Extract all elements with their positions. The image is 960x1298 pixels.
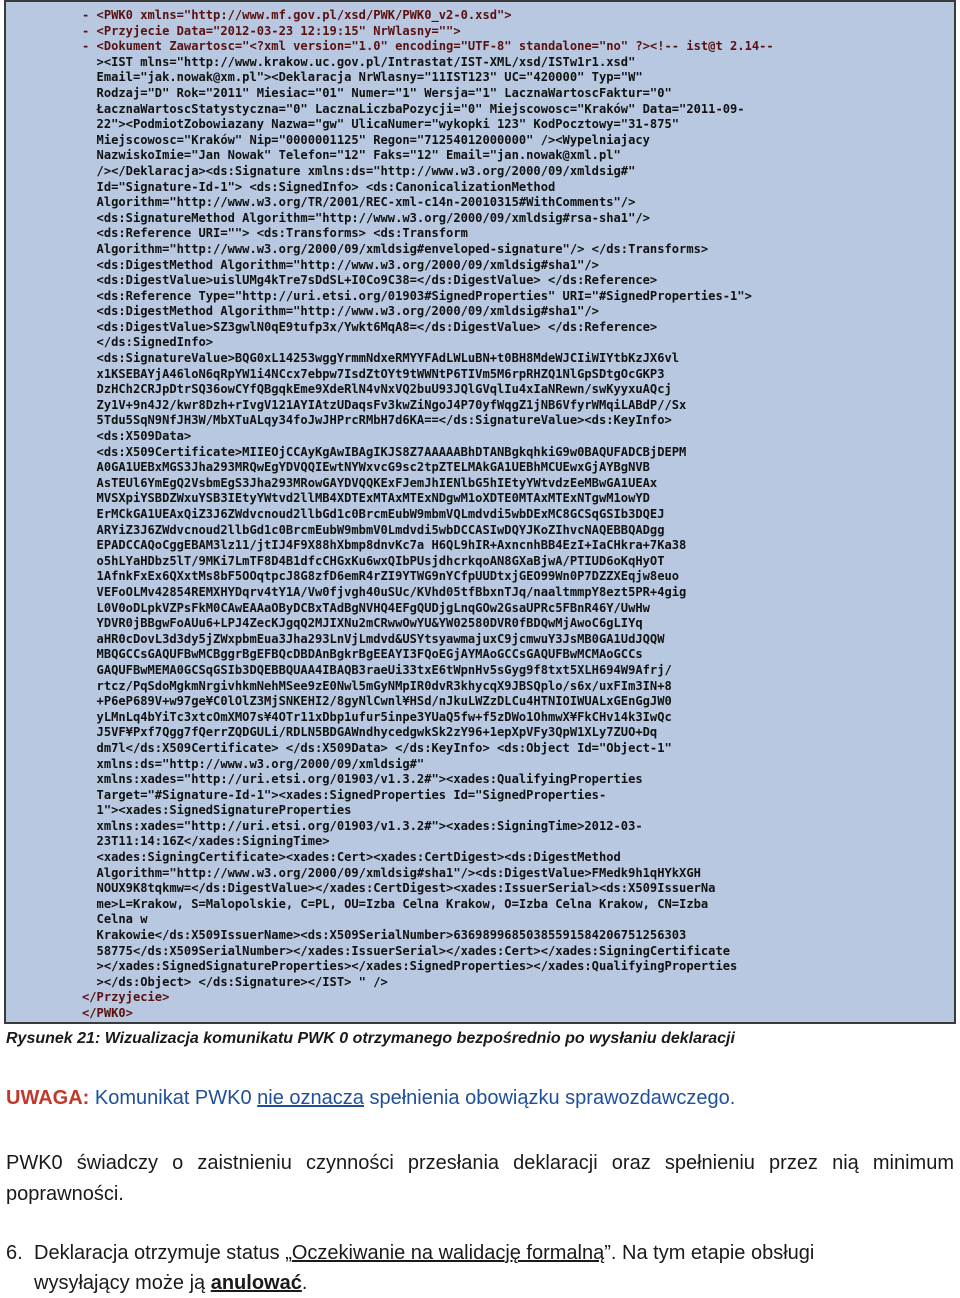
xml-line: +P6eP689V+w97ge¥C0lOlZ3MjSNKEHI2/8gyNlCwnl¥HSd/nJkuLWZzDLCu4HTNIOIWUALxGEnGgJW0 xyxy=(82,694,672,709)
xml-line: Algorithm="http://www.w3.org/TR/2001/REC-xml-c14n-20010315#WithComments"/> xyxy=(82,195,636,210)
step-number: 6. xyxy=(6,1242,23,1264)
xml-line: 23T11:14:16Z</xades:SigningTime> xyxy=(82,834,330,849)
xml-line: /></Deklaracja><ds:Signature xmlns:ds="http://www.w3.org/2000/09/xmldsig#" xyxy=(82,163,636,178)
xml-line: rtcz/PqSdoMgkmNrgivhkmNehMSee9zE0Nwl5mGyNMpIR0dvR3khycqX9JBSQplo/s6x/uxFIm3IN+8 xyxy=(82,678,672,693)
xml-line: EPADCCAQoCggEBAM3lz11/jtIJ4F9X88hXbmp8dnvKc7a H6QL9hIR+AxncnhBB4EzI+IaCHkra+7Ka38 xyxy=(82,538,687,553)
xml-line: </ds:SignedInfo> xyxy=(82,335,214,350)
xml-line: 22"><PodmiotZobowiazany Nazwa="gw" UlicaNumer="wykopki 123" KodPocztowy="31-875" xyxy=(82,117,680,132)
step-text-line2: wysyłający może ją xyxy=(34,1272,211,1294)
xml-line: DzHCh2CRJpDtrSQ36owCYfQBgqkEme9XdeRlN4vNxVQ2buU93JQlGVqlIu4xIaNRewn/swKyyxuAQcj xyxy=(82,382,672,397)
xml-line: </PWK0> xyxy=(82,1006,133,1020)
step-action: anulować xyxy=(210,1272,302,1294)
warning-label: UWAGA: xyxy=(6,1087,90,1109)
xml-line: <ds:SignatureMethod Algorithm="http://www.w3.org/2000/09/xmldsig#rsa-sha1"/> xyxy=(82,210,650,225)
xml-line: <ds:SignatureValue>BQG0xL14253wggYrmmNdxeRMYYFAdLWLuBN+t0BH8MdeWJCIiWIYtbKzJX6vl xyxy=(82,351,680,366)
step-status: Oczekiwanie na walidację formalną xyxy=(291,1242,605,1264)
xml-line: MVSXpiYSBDZWxuYSB3IEtyYWtvd2llMB4XDTExMTAxMTExNDgwM1oXDTE0MTAxMTExNTgwM1owYD xyxy=(82,491,650,506)
xml-line: 58775</ds:X509SerialNumber></xades:IssuerSerial></xades:Cert></xades:SigningCertificate xyxy=(82,943,731,958)
xml-line: VEFoOLMv42854REMXHYDqrv4tY1A/Vw0fjvgh40uSUc/KVhd05tfBbxnTJq/naaltmmpY8ezt5PR+4gig xyxy=(82,584,687,599)
xml-line: Zy1V+9n4J2/kwr8Dzh+rIvgV121AYIAtzUDaqsFv3kwZiNgoJ4P70yfWqgZ1jNB6VfyrWMqiLABdP//Sx xyxy=(82,397,687,412)
xml-line: Algorithm="http://www.w3.org/2000/09/xmldsig#sha1"/><ds:DigestValue>FMedk9h1qHYkXGH xyxy=(82,865,701,880)
xml-line: MBQGCCsGAQUFBwMCBggrBgEFBQcDBDAnBgkrBgEEAYI3FQoEGjAYMAoGCCsGAQUFBwMCMAoGCCs xyxy=(82,647,643,662)
xml-line: AsTEUl6YmEgQ2VsbmEgS3Jha293MRowGAYDVQQKExFJemJhIENlbG5hIEtyYWtvdzEeMBwGA1UEAx xyxy=(82,475,658,490)
step-text-end: . xyxy=(301,1272,308,1294)
warning-text-after: spełnienia obowiązku sprawozdawczego. xyxy=(363,1087,736,1109)
xml-line: Miejscowosc="Kraków" Nip="0000001125" Regon="71254012000000" /><Wypelniajacy xyxy=(82,132,650,147)
xml-line: xmlns:ds="http://www.w3.org/2000/09/xmldsig#" xyxy=(82,756,425,771)
xml-line: <ds:X509Certificate>MIIEOjCCAyKgAwIBAgIKJS8Z7AAAAABhDTANBgkqhkiG9w0BAQUFADCBjDEPM xyxy=(82,444,687,459)
xml-line: ErMCkGA1UEAxQiZ3J6ZWdvcnoud2llbGd1c0BrcmEubW9mbmVQLmdvdi5wbDExMC8GCSqGSIb3DQEJ xyxy=(82,507,665,521)
xml-line: GAQUFBwMEMA0GCSqGSIb3DQEBBQUAA4IBAQB3raeUi33txE6tWpnHv5sGyg9f8txt5XLH694W9Afrj/ xyxy=(82,662,672,677)
xml-line: NazwiskoImie="Jan Nowak" Telefon="12" Faks="12" Email="jan.nowak@xml.pl" xyxy=(82,148,621,163)
xml-line: xmlns:xades="http://uri.etsi.org/01903/v1.3.2#"><xades:QualifyingProperties xyxy=(82,772,643,787)
xml-line: <ds:DigestMethod Algorithm="http://www.w3.org/2000/09/xmldsig#sha1"/> xyxy=(82,257,599,272)
step-paragraph xyxy=(6,1238,958,1298)
xml-line: ŁacznaWartoscStatystyczna="0" LacznaLiczbaPozycji="0" Miejscowosc="Kraków" Data="2011-09- xyxy=(82,101,745,116)
xml-line: dm7l</ds:X509Certificate> </ds:X509Data> </ds:KeyInfo> <ds:Object Id="Object-1" xyxy=(82,740,672,755)
xml-line: J5VF¥Pxf7Qgg7fQerrZQDGULi/RDLN5BDGAWndhycedgwkSk2zY96+1epXpVFy3QpW1XLy7ZUO+Dq xyxy=(82,725,658,740)
xml-line: aHR0cDovL3d3dy5jZWxpbmEua3Jha293LnVjLmdvd&USYtsyawmajuxC9jcmwuY3JsMB0GA1UdJQQW xyxy=(82,631,665,646)
xml-line: A0GA1UEBxMGS3Jha293MRQwEgYDVQQIEwtNYWxvcG9sc2tpZTELMAkGA1UEBhMCUEwxGjAYBgNVB xyxy=(82,460,650,475)
xml-line: - <Dokument Zawartosc="<?xml version="1.0" encoding="UTF-8" standalone="no" ?><!-- ist@t 2.14-- xyxy=(82,39,774,54)
xml-line: o5hLYaHDbz5lT/9MKi7LmTF8D4B1dfcCHGxKu6wxQIbPUsjdhcrkqoAN8GXaBjwA/PTIUD6oKqHyOT xyxy=(82,553,665,568)
xml-line: yLMnLq4bYiTc3xtcOmXMO7s¥4OTr11xDbp1ufur5inpe3YUaQ5fw+f5zDWo1OhmwX¥FkCHv14k3IwQc xyxy=(82,709,672,724)
xml-line: ></ds:Object> </ds:Signature></IST> " /> xyxy=(82,974,388,989)
warning-text-before: Komunikat PWK0 xyxy=(89,1087,258,1109)
xml-line: xmlns:xades="http://uri.etsi.org/01903/v1.3.2#"><xades:SigningTime>2012-03- xyxy=(82,818,643,833)
xml-line: 1"><xades:SignedSignatureProperties xyxy=(82,803,352,818)
xml-line: Target="#Signature-Id-1"><xades:SignedProperties Id="SignedProperties- xyxy=(82,787,607,802)
xml-line: 1AfnkFxEx6QXxtMs8bF5OOqtpcJ8G8zfD6emR4rZI9YTWG9nYCfpUUDtxjGEO99Wn0P7DZZXEqjw8euo xyxy=(82,569,680,584)
xml-line: NOUX9K8tqkmw=</ds:DigestValue></xades:CertDigest><xades:IssuerSerial><ds:X509IssuerNa xyxy=(82,881,716,896)
figure-caption: Rysunek 21: Wizualizacja komunikatu PWK 0 otrzymanego bezpośrednio po wysłaniu deklaracji xyxy=(6,1030,735,1047)
xml-line: ARYiZ3J6ZWdvcnoud2llbGd1c0BrcmEubW9mbmV0Lmdvdi5wbDCCASIwDQYJKoZIhvcNAQEBBQADgg xyxy=(82,522,665,537)
xml-line: <ds:DigestValue>SZ3gwlN0qE9tufp3x/Ywkt6MqA8=</ds:DigestValue> </ds:Reference> xyxy=(82,319,658,334)
xml-line: Email="jak.nowak@xm.pl"><Deklaracja NrWlasny="11IST123" UC="420000" Typ="W" xyxy=(82,70,643,85)
xml-view-panel xyxy=(4,0,956,1024)
xml-line: - <PWK0 xmlns="http://www.mf.gov.pl/xsd/PWK/PWK0_v2-0.xsd"> xyxy=(82,8,512,22)
step-text-middle: ”. Na tym etapie obsługi xyxy=(604,1242,815,1264)
xml-line: <ds:Reference Type="http://uri.etsi.org/01903#SignedProperties" URI="#SignedProperties-1"> xyxy=(82,288,752,303)
xml-line: <ds:Reference URI=""> <ds:Transforms> <ds:Transform xyxy=(82,226,468,241)
body-paragraph: PWK0 świadczy o zaistnieniu czynności przesłania deklaracji oraz spełnieniu przez nią minimum poprawności. xyxy=(6,1152,954,1205)
xml-line: - <Przyjecie Data="2012-03-23 12:19:15" NrWlasny=""> xyxy=(82,23,461,38)
xml-line: Celna w xyxy=(82,912,148,927)
warning-underlined: nie oznacza xyxy=(257,1087,364,1109)
xml-line: ></xades:SignedSignatureProperties></xades:SignedProperties></xades:QualifyingProperties xyxy=(82,959,738,974)
xml-lines xyxy=(82,8,948,1022)
xml-line: <xades:SigningCertificate><xades:Cert><xades:CertDigest><ds:DigestMethod xyxy=(82,850,621,865)
xml-line: 5Tdu5SqN9NfJH3W/MbXTuALqy34foJwJHPrcRMbH7d6KA==</ds:SignatureValue><ds:KeyInfo> xyxy=(82,413,672,428)
xml-line: me>L=Krakow, S=Malopolskie, C=PL, OU=Izba Celna Krakow, O=Izba Celna Krakow, CN=Izba xyxy=(82,896,709,911)
xml-line: ><IST mlns="http://www.krakow.uc.gov.pl/Intrastat/IST-XML/xsd/ISTw1r1.xsd" xyxy=(82,54,636,69)
xml-line: <ds:DigestMethod Algorithm="http://www.w3.org/2000/09/xmldsig#sha1"/> xyxy=(82,304,599,319)
step-text-before: Deklaracja otrzymuje status „ xyxy=(34,1242,292,1264)
warning-paragraph xyxy=(6,1087,735,1110)
xml-line: YDVR0jBBgwFoAUu6+LPJ4ZecKJgqQ2MJIXNu2mCRwwOwYU&YW02580DVR0fBDQwMjAwoC6gLIYq xyxy=(82,616,643,631)
xml-line: x1KSEBAYjA46loN6qRpYW1i4NCcx7ebpw7IsdZtOYt9tWWNtP6TIVm5M6rpRHZQ1NlGpSDtgOcGKP3 xyxy=(82,366,665,381)
xml-line: </Przyjecie> xyxy=(82,990,170,1005)
xml-line: Id="Signature-Id-1"> <ds:SignedInfo> <ds:CanonicalizationMethod xyxy=(82,179,556,194)
xml-line: <ds:DigestValue>uislUMg4kTre7sDdSL+I0Co9C38=</ds:DigestValue> </ds:Reference> xyxy=(82,273,658,288)
xml-line: Algorithm="http://www.w3.org/2000/09/xmldsig#enveloped-signature"/> </ds:Transforms> xyxy=(82,241,709,256)
xml-line: <ds:X509Data> xyxy=(82,429,192,444)
xml-line: Rodzaj="D" Rok="2011" Miesiac="01" Numer="1" Wersja="1" LacznaWartoscFaktur="0" xyxy=(82,85,672,100)
xml-line: Krakowie</ds:X509IssuerName><ds:X509SerialNumber>63698996850385591584206751256303 xyxy=(82,928,687,943)
xml-line: L0V0oDLpkVZPsFkM0CAwEAAaOByDCBxTAdBgNVHQ4EFgQUDjgLnqGOw2GsaUPRc5FBnR46Y/UwHw xyxy=(82,600,650,615)
